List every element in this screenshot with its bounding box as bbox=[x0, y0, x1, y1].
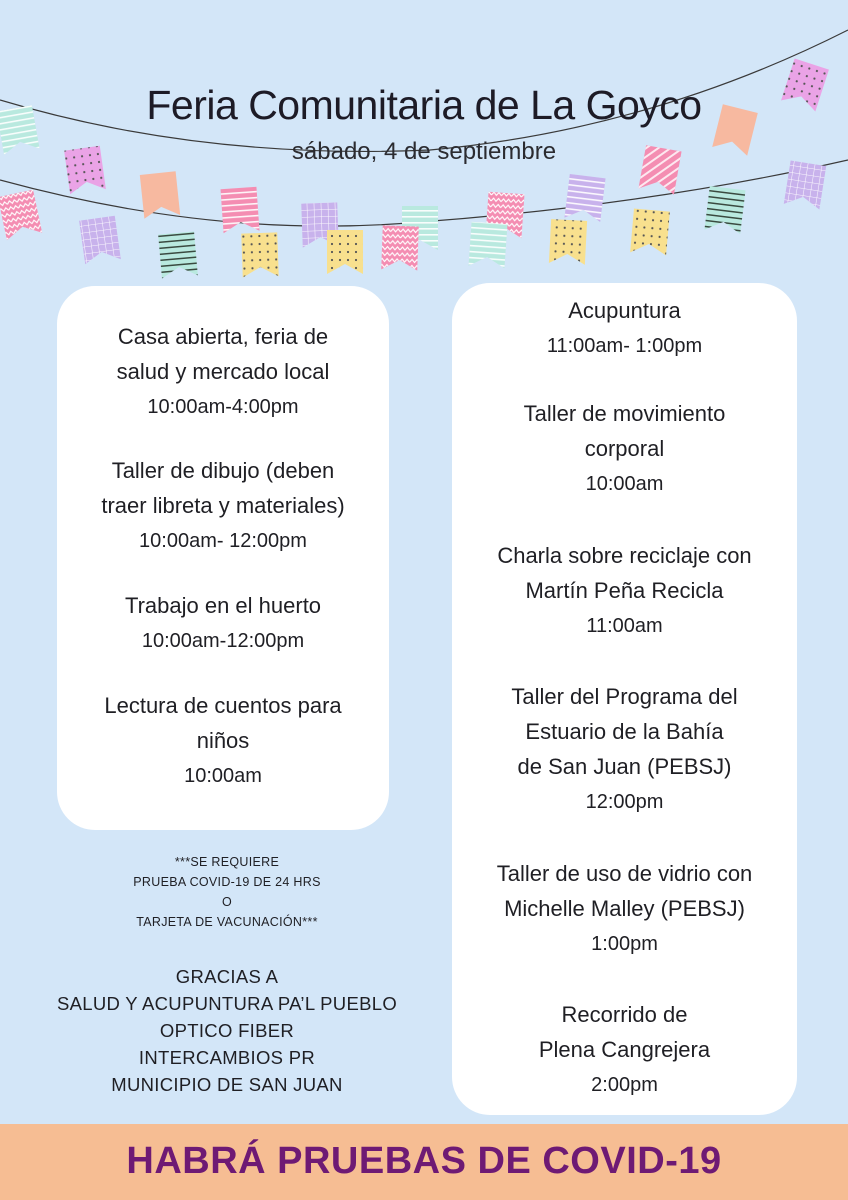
bunting-flag bbox=[469, 222, 508, 268]
event-item bbox=[452, 997, 797, 1101]
event-item bbox=[57, 453, 389, 557]
bunting-flag bbox=[241, 232, 279, 277]
page-title: Feria Comunitaria de La Goyco bbox=[146, 82, 702, 128]
event-time: 10:00am- 12:00pm bbox=[139, 530, 307, 552]
event-time: 1:00pm bbox=[591, 933, 658, 955]
event-item bbox=[452, 856, 797, 960]
bunting-flag bbox=[549, 219, 587, 265]
bunting-flag bbox=[140, 171, 180, 219]
event-item bbox=[452, 538, 797, 642]
bunting-flag bbox=[630, 209, 670, 256]
event-name: Trabajo en el huerto bbox=[124, 593, 322, 618]
bunting-flag bbox=[704, 186, 745, 234]
bunting-flag bbox=[221, 187, 260, 233]
bunting-flag bbox=[79, 216, 121, 265]
event-name: Lectura de cuentos para niños bbox=[104, 693, 342, 753]
event-name: Recorrido de Plena Cangrejera bbox=[538, 1002, 711, 1062]
bunting-flag bbox=[327, 230, 363, 274]
event-time: 11:00am bbox=[586, 615, 663, 637]
event-name: Charla sobre reciclaje con Martín Peña Recicla bbox=[497, 543, 752, 603]
event-name: Taller de movimiento corporal bbox=[523, 401, 726, 461]
bunting-flag bbox=[158, 232, 198, 279]
bunting-flag bbox=[381, 225, 419, 270]
bunting-flag bbox=[784, 160, 826, 209]
event-name: Taller del Programa del Estuario de la Bahía de San Juan (PEBSJ) bbox=[511, 684, 738, 779]
covid-requirement-note: ***SE REQUIERE PRUEBA COVID-19 DE 24 HRS O TARJETA DE VACUNACIÓN*** bbox=[133, 855, 321, 929]
event-time: 10:00am bbox=[585, 473, 664, 495]
banner-text: HABRÁ PRUEBAS DE COVID-19 bbox=[126, 1140, 722, 1182]
schedule-card-left bbox=[57, 286, 389, 830]
event-item bbox=[452, 396, 797, 500]
event-item bbox=[57, 319, 389, 423]
event-item bbox=[452, 293, 797, 362]
schedule-card-right bbox=[452, 283, 797, 1115]
event-time: 10:00am-12:00pm bbox=[141, 630, 305, 652]
event-time: 2:00pm bbox=[591, 1074, 658, 1096]
event-time: 11:00am- 1:00pm bbox=[546, 335, 703, 357]
event-name: Taller de uso de vidrio con Michelle Malley (PEBSJ) bbox=[496, 861, 753, 921]
bunting-flag bbox=[564, 174, 605, 222]
event-date: sábado, 4 de septiembre bbox=[291, 138, 557, 165]
event-name: Casa abierta, feria de salud y mercado local bbox=[116, 324, 330, 384]
event-item bbox=[57, 588, 389, 657]
acknowledgements: GRACIAS A SALUD Y ACUPUNTURA PA’L PUEBLO OPTICO FIBER INTERCAMBIOS PR MUNICIPIO DE SAN JUAN bbox=[56, 966, 398, 1095]
event-item bbox=[57, 688, 389, 792]
bunting-flag bbox=[0, 190, 42, 241]
event-item bbox=[452, 679, 797, 818]
event-name: Taller de dibujo (deben traer libreta y materiales) bbox=[101, 458, 345, 518]
event-time: 10:00am-4:00pm bbox=[147, 396, 299, 418]
event-time: 10:00am bbox=[184, 765, 262, 787]
event-name: Acupuntura bbox=[568, 298, 681, 323]
event-time: 12:00pm bbox=[585, 791, 664, 813]
